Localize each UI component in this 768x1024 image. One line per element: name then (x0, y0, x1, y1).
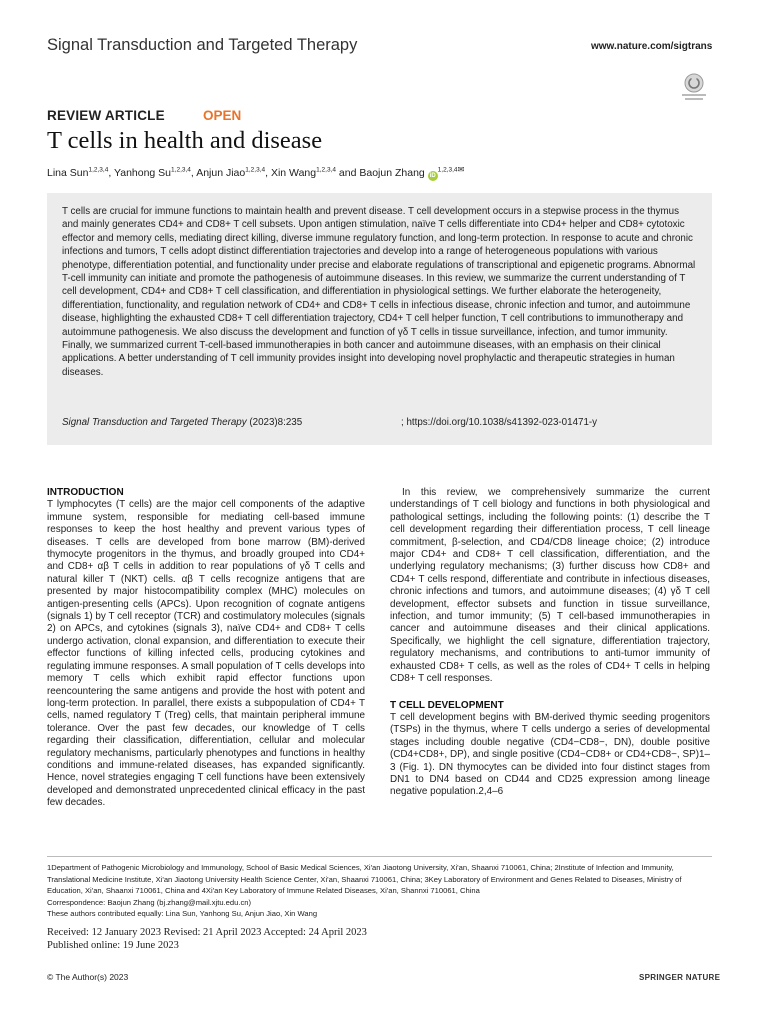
abstract-text: T cells are crucial for immune functions to maintain health and prevent disease. T cell development occurs in a stepwise process in the thymus and mainly generates CD4+ and CD8+ T cell subsets. Upon antigen stimulation, naïve T cells differentiate into CD4+ helper and CD8+ cytotoxic effector and memory cells, mediating direct killing, diverse immune regulatory function, and long-term protection. In response to acute and chronic infections and tumors, T cells adopt distinct differentiation trajectories and develop into a range of heterogeneous populations with various phenotype, differentiation potential, and functionality under precise and elaborate regulations of transcriptional and epigenetic programs. Abnormal T-cell immunity can initiate and promote the pathogenesis of autoimmune diseases. In this review, we summarize the current understanding of T cell development, CD4+ and CD8+ T cell classification, and differentiation in physiological settings. We further elaborate the heterogeneity, differentiation, functionality, and regulation network of CD4+ and CD8+ T cells in infectious disease, chronic infection and tumor, and autoimmune disease, highlighting the exhausted CD8+ T cell differentiation trajectory, CD4+ T cell helper function, T cell contributions to immunotherapy and autoimmune pathogenesis. We also discuss the development and function of γδ T cells in tissue surveillance, infection, and tumor immunity. Finally, we summarized current T-cell-based immunotherapies in both cancer and autoimmune diseases, with an emphasis on their clinical applications. A better understanding of T cell immunity provides insight into developing novel prophylactic and therapeutic strategies in human diseases. (62, 206, 696, 378)
article-type-label: REVIEW ARTICLE (47, 108, 165, 123)
journal-title: Signal Transduction and Targeted Therapy (47, 36, 358, 54)
publisher-logo: SPRINGER NATURE (639, 973, 721, 982)
copyright-notice: © The Author(s) 2023 (47, 972, 129, 982)
footnote-divider (47, 856, 712, 857)
affiliations-footnote: 1Department of Pathogenic Microbiology and Immunology, School of Basic Medical Sciences, Xi'an Jiaotong University, Xi'an, Shaanxi 710061, China; 2Institute of Infection and Immunity, Translational Medicine Institute, Xi'an Jiaotong University Health Science Center, Xi'an, Shaanxi 710061, China; 3Key Laboratory of Environment and Genes Related to Diseases, Ministry of Education, Xi'an, Shaanxi 710061, China and 4Xi'an Key Laboratory of Immune Related Diseases, Xi'an, Shannxi 710061, China (47, 863, 682, 896)
abstract-box (47, 193, 712, 445)
citation-volume: (2023)8:235 (249, 417, 303, 428)
author-list: Lina Sun$^{1,2,3,4}$, Yanhong Su$^{1,2,3,4}$, Anjun Jiao$^{1,2,3,4}$, Xin Wang$^{1,2,3,4}$ and Baojun Zhang $iD^{1,2,3,4✉}$ (47, 165, 465, 179)
author-name[interactable]: Lina Sun (47, 167, 89, 179)
t-cell-development-heading: T CELL DEVELOPMENT (390, 699, 504, 711)
journal-url-link[interactable]: www.nature.com/sigtrans (591, 41, 713, 52)
author-affiliation: 1,2,3,4 (245, 166, 266, 174)
author-affiliation: 1,2,3,4 (88, 166, 109, 174)
introduction-heading: INTRODUCTION (47, 487, 124, 498)
author-name[interactable]: Yanhong Su (114, 167, 172, 179)
review-scope-paragraph: In this review, we comprehensively summarize the current understandings of T cell biology and functions in both physiological and pathological settings, including the following points: (1) describe the T cell development regarding their differentiation process, T cell lineage commitment, β-selection, and CD4/CD8 lineage choice; (2) introduce major CD4+ and CD8+ T cell classification, differentiation, and the underlying regulatory mechanisms; (3) further discuss how CD8+ and CD4+ T cells respond, differentiate and contribute in infectious diseases, chronic infections and tumors, and autoimmune diseases; (4) γδ T cell development, effector subsets and function in tissue surveillance, infection, and tumor immunity; (5) T cell-based immunotherapies in cancer and autoimmune diseases and their clinical applications. Specifically, we highlight the cell signature, differentiation trajectory, regulatory mechanisms, and contributions to anti-tumor immunity of exhausted CD8+ T cells, as well as the roles of CD4+ T cells in helping CD8+ T cell responses. (390, 487, 710, 685)
citation (62, 417, 302, 428)
open-access-label: OPEN (203, 108, 242, 123)
paper-title: T cells in health and disease (47, 127, 323, 154)
orcid-icon[interactable]: iD (429, 173, 436, 179)
received-revised-accepted-dates: Received: 12 January 2023 Revised: 21 April 2023 Accepted: 24 April 2023 (47, 927, 367, 938)
t-cell-development-paragraph: T cell development begins with BM-derived thymic seeding progenitors (TSPs) in the thymus, where T cells undergo a series of developmental stages including double negative (CD4−CD8−, DN), double positive (CD4+CD8+, DP), and single positive (CD4−CD8+ or CD4+CD8−, SP)1–3 (Fig. 1). DN thymocytes can be divided into four distinct stages from DN1 to DN4 based on CD44 and CD25 expression among lineage negative population.2,4–6 (390, 711, 710, 798)
email-icon[interactable]: ✉ (457, 165, 465, 174)
check-for-updates-badge[interactable] (677, 72, 711, 102)
author-name[interactable]: Baojun Zhang (359, 167, 425, 179)
author-affiliation: 1,2,3,4 (171, 166, 191, 174)
citation-journal: Signal Transduction and Targeted Therapy (62, 417, 247, 428)
author-name[interactable]: Anjun Jiao (196, 167, 246, 179)
doi-link[interactable]: ; https://doi.org/10.1038/s41392-023-01471-y (401, 417, 598, 428)
body-left-column (47, 487, 365, 810)
publication-dates (47, 927, 367, 952)
footnotes (47, 862, 712, 920)
equal-contribution-footnote: These authors contributed equally: Lina Sun, Yanhong Su, Anjun Jiao, Xin Wang (47, 909, 318, 919)
author-affiliation: 1,2,3,4 (316, 166, 336, 174)
correspondence-footnote: Correspondence: Baojun Zhang (bj.zhang@mail.xjtu.edu.cn) (47, 897, 251, 907)
check-updates-icon (677, 72, 711, 102)
published-date: Published online: 19 June 2023 (47, 939, 179, 951)
body-right-column (390, 487, 710, 799)
author-affiliation: 1,2,3,4 (437, 166, 458, 174)
introduction-paragraph: T lymphocytes (T cells) are the major cell components of the adaptive immune system, responsible for mediating cell-based immune responses to keep the host healthy and prevent various types of diseases. T cells are developed from bone marrow (BM)-derived thymocyte progenitors in the thymus, and broadly grouped into CD4+ and CD8+ αβ T cells in addition to rear populations of γδ T cells and natural killer T (NKT) cells. αβ T cells recognize antigens that are presented by major histocompatibility complex (MHC) molecules on antigen-presenting cells (APCs). Upon recognition of cognate antigens (signals 1) by T cell receptor (TCR) and costimulatory molecules (signals 2) on APCs, and cytokines (signals 3), naïve CD4+ and CD8+ T cells undergo activation, clonal expansion, and differentiation to execute their effector functions of killing infected cells, producing cytokines and regulating immune responses. A small population of T cells develops into memory T cells which exhibit rapid effector functions upon reencountering the same antigens and provide the host with potent and long-term protection. In parallel, there exists a subpopulation of CD4+ T cells, named regulatory T (Treg) cells, that maintain peripheral immune tolerance. Over the past few decades, our knowledge of T cells regarding their classification, differentiation, cellular and molecular regulatory mechanisms, particularly phenotypes and functions in healthy conditions and immune-related diseases, has expanded significantly. Hence, novel strategies engaging T cell functions have been extensively developed and demonstrated unprecedented clinical efficacy in the past few decades. (47, 499, 365, 809)
author-name[interactable]: Xin Wang (270, 167, 317, 179)
